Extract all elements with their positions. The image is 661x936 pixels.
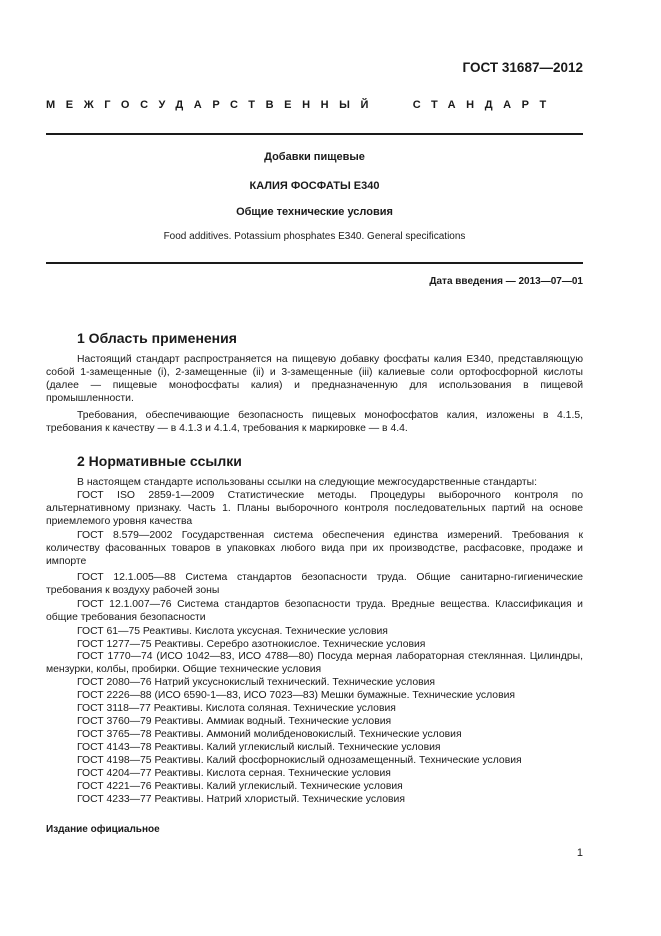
reference-item: ГОСТ 3765—78 Реактивы. Аммоний молибденовокислый. Технические условия	[77, 729, 462, 740]
reference-item: ГОСТ ISO 2859-1—2009 Статистические методы. Процедуры выборочного контроля по альтернативному признаку. Часть 1. Планы выборочного контроля последовательных партий на основе приемлемого уровня качества	[46, 490, 583, 527]
reference-item: ГОСТ 4204—77 Реактивы. Кислота серная. Технические условия	[77, 768, 391, 779]
section-2-intro: В настоящем стандарте использованы ссылки на следующие межгосударственные стандарты:	[77, 477, 538, 488]
reference-item: ГОСТ 4233—77 Реактивы. Натрий хлористый. Технические условия	[77, 794, 405, 805]
reference-item: ГОСТ 12.1.005—88 Система стандартов безопасности труда. Общие санитарно-гигиенические требования к воздуху рабочей зоны	[46, 572, 583, 596]
title-english: Food additives. Potassium phosphates E340. General specifications	[163, 231, 466, 242]
gost-number: ГОСТ 31687—2012	[462, 60, 583, 75]
title-line-2: КАЛИЯ ФОСФАТЫ Е340	[249, 180, 380, 192]
intro-date: Дата введения — 2013—07—01	[429, 276, 583, 287]
section-2-heading: 2 Нормативные ссылки	[77, 453, 242, 469]
reference-item: ГОСТ 3760—79 Реактивы. Аммиак водный. Технические условия	[77, 716, 392, 727]
reference-item: ГОСТ 12.1.007—76 Система стандартов безопасности труда. Вредные вещества. Классификация и общие требования безопасности	[46, 599, 583, 623]
title-line-1: Добавки пищевые	[264, 151, 365, 163]
reference-item: ГОСТ 4198—75 Реактивы. Калий фосфорнокислый однозамещенный. Технические условия	[77, 755, 522, 766]
reference-item: ГОСТ 2080—76 Натрий уксуснокислый технический. Технические условия	[77, 677, 436, 688]
standard-banner	[46, 99, 557, 111]
title-line-3: Общие технические условия	[236, 206, 393, 218]
reference-item: ГОСТ 4143—78 Реактивы. Калий углекислый кислый. Технические условия	[77, 742, 441, 753]
banner-left: МЕЖГОСУДАРСТВЕННЫЙ	[46, 99, 380, 111]
section-1-heading: 1 Область применения	[77, 330, 237, 346]
reference-item: ГОСТ 4221—76 Реактивы. Калий углекислый. Технические условия	[77, 781, 403, 792]
title-rule	[46, 262, 583, 264]
reference-item: ГОСТ 1770—74 (ИСО 1042—83, ИСО 4788—80) Посуда мерная лабораторная стеклянная. Цилиндры, мензурки, колбы, пробирки. Общие технические условия	[46, 651, 583, 675]
header-rule	[46, 133, 583, 135]
section-1-para-2: Требования, обеспечивающие безопасность пищевых монофосфатов калия, изложены в 4.1.5, требования к качеству — в 4.1.3 и 4.1.4, требования к маркировке — в 4.4.	[46, 410, 583, 434]
banner-right: СТАНДАРТ	[412, 99, 557, 111]
reference-item: ГОСТ 3118—77 Реактивы. Кислота соляная. Технические условия	[77, 703, 396, 714]
page-number: 1	[576, 847, 583, 859]
section-1-para-1: Настоящий стандарт распространяется на пищевую добавку фосфаты калия Е340, представляющую собой 1-замещенные (i), 2-замещенные (ii) и 3-замещенные (iii) калиевые соли ортофосфорной кислоты (далее — пищевые монофосфаты калия) и предназначенную для использования в пищевой промышленности.	[46, 354, 583, 404]
reference-item: ГОСТ 61—75 Реактивы. Кислота уксусная. Технические условия	[77, 626, 388, 637]
reference-item: ГОСТ 2226—88 (ИСО 6590-1—83, ИСО 7023—83) Мешки бумажные. Технические условия	[77, 690, 516, 701]
reference-item: ГОСТ 8.579—2002 Государственная система обеспечения единства измерений. Требования к количеству фасованных товаров в упаковках любого вида при их производстве, расфасовке, продаже и импорте	[46, 530, 583, 567]
reference-item: ГОСТ 1277—75 Реактивы. Серебро азотнокислое. Технические условия	[77, 639, 426, 650]
official-edition-label: Издание официальное	[46, 824, 160, 835]
